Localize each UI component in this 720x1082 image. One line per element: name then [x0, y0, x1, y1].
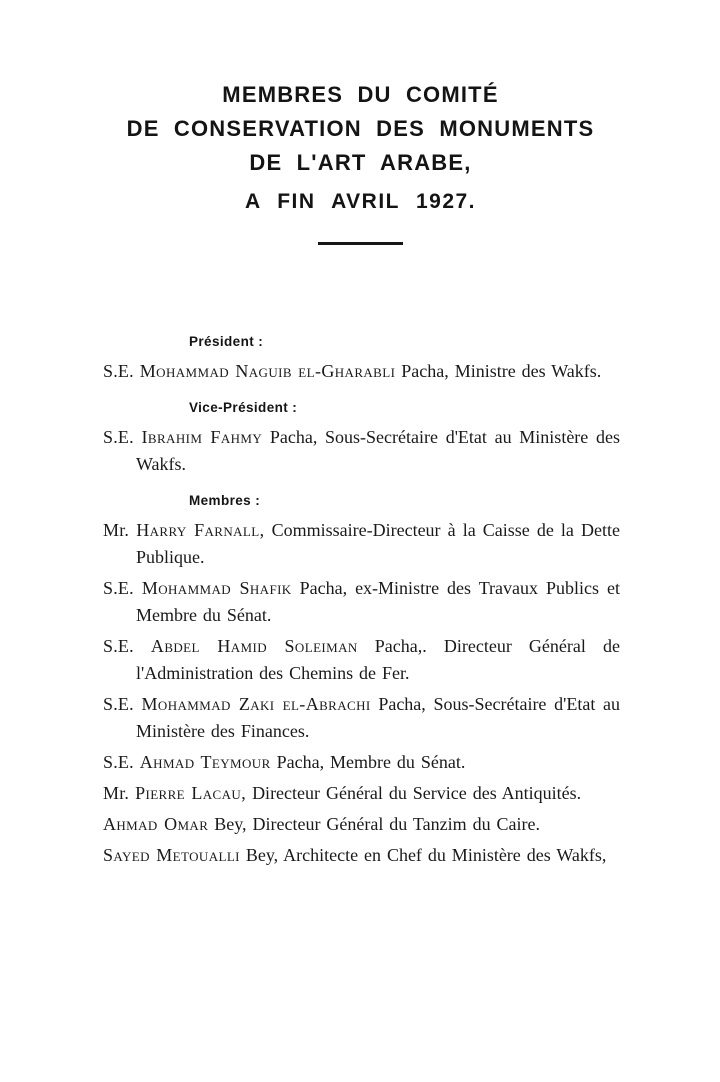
title-line-1: MEMBRES DU COMITÉ: [222, 82, 499, 107]
honorific: S.E.: [103, 636, 134, 656]
member-entry: [103, 842, 620, 869]
honorific: S.E.: [103, 578, 134, 598]
member-list: [103, 333, 620, 869]
title-rule-divider: [318, 242, 403, 245]
section-heading-vice-president: Vice-Président :: [189, 400, 298, 415]
member-title: Pacha,. Directeur Général de l'Administration des Chemins de Fer.: [136, 636, 620, 683]
honorific: S.E.: [103, 694, 134, 714]
member-entry-vice-president: [103, 424, 620, 478]
member-entry: [103, 811, 620, 838]
member-entry: [103, 575, 620, 629]
member-title: Pacha, ex-Ministre des Travaux Publics et Membre du Sénat.: [136, 578, 620, 625]
document-header: [101, 0, 620, 245]
member-title: Pacha, Ministre des Wakfs.: [401, 361, 602, 381]
member-entry: [103, 633, 620, 687]
section-heading-president: Président :: [189, 334, 264, 349]
member-title: Directeur Général du Service des Antiquités.: [252, 783, 582, 803]
member-title: Pacha, Sous-Secrétaire d'Etat au Ministère des Finances.: [136, 694, 620, 741]
member-name: Sayed Metoualli: [103, 845, 240, 865]
member-entry-president: [103, 358, 620, 385]
member-entry: [103, 517, 620, 571]
member-name: Ahmad Teymour: [139, 752, 271, 772]
member-title: Pacha, Sous-Secrétaire d'Etat au Ministère des Wakfs.: [136, 427, 620, 474]
section-heading-members: Membres :: [189, 493, 261, 508]
member-title: Pacha, Membre du Sénat.: [276, 752, 466, 772]
member-title: Bey, Directeur Général du Tanzim du Caire.: [214, 814, 540, 834]
member-name: Mohammad Shafik: [141, 578, 292, 598]
member-name: Pierre Lacau,: [135, 783, 247, 803]
title-line-2: DE CONSERVATION DES MONUMENTS: [126, 116, 595, 141]
member-name: Mohammad Naguib el-Gharabli: [139, 361, 396, 381]
honorific: Mr.: [103, 783, 130, 803]
honorific: S.E.: [103, 752, 134, 772]
member-entry: [103, 780, 620, 807]
title-line-3: DE L'ART ARABE,: [249, 150, 472, 175]
member-title: Bey, Architecte en Chef du Ministère des Wakfs,: [245, 845, 607, 865]
member-name: Ahmad Omar: [103, 814, 209, 834]
member-entry: [103, 691, 620, 745]
honorific: Mr.: [103, 520, 130, 540]
member-name: Ibrahim Fahmy: [141, 427, 263, 447]
member-name: Abdel Hamid Soleiman: [150, 636, 358, 656]
honorific: S.E.: [103, 361, 134, 381]
member-name: Mohammad Zaki el-Abrachi: [141, 694, 371, 714]
member-name: Harry Farnall,: [136, 520, 265, 540]
honorific: S.E.: [103, 427, 134, 447]
date-line: A FIN AVRIL 1927.: [244, 190, 477, 213]
member-title: Commissaire-Directeur à la Caisse de la Dette Publique.: [136, 520, 620, 567]
page-title: [101, 78, 620, 180]
member-entry: [103, 749, 620, 776]
